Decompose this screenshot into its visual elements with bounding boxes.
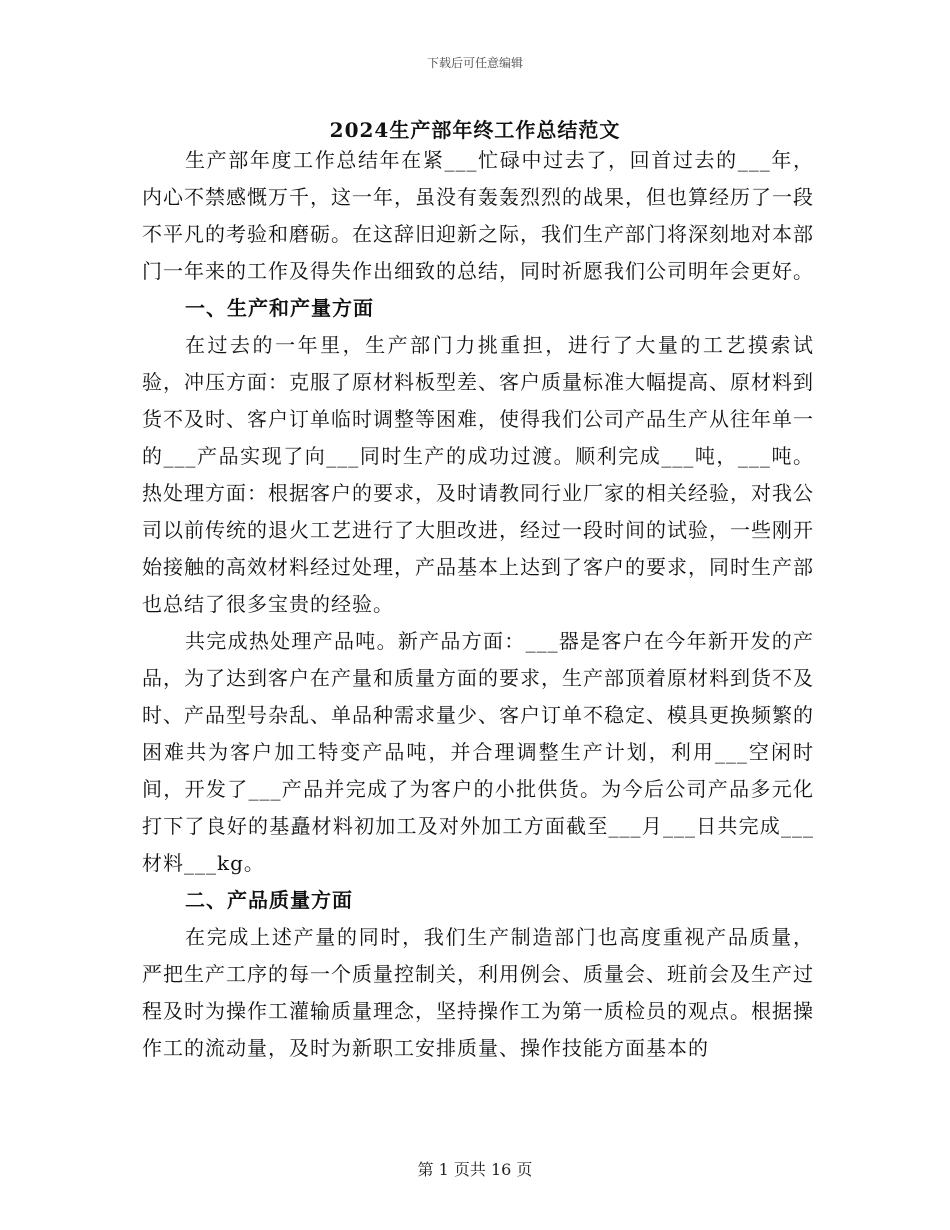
production-paragraph-1: 在过去的一年里，生产部门力挑重担，进行了大量的工艺摸索试验，冲压方面：克服了原材料板型差、客户质量标准大幅提高、原材料到货不及时、客户订单临时调整等困难，使得我们公司产品生产从往年单一的___产品实现了向___同时生产的成功过渡。顺利完成___吨，___吨。热处理方面：根据客户的要求，及时请教同行业厂家的相关经验，对我公司以前传统的退火工艺进行了大胆改进，经过一段时间的试验，一些刚开始接触的高效材料经过处理，产品基本上达到了客户的要求，同时生产部也总结了很多宝贵的经验。 xyxy=(142,333,814,616)
page-number-footer: 第 1 页共 16 页 xyxy=(417,1160,533,1179)
document-body xyxy=(142,142,814,1067)
production-paragraph-2: 共完成热处理产品吨。新产品方面：___器是客户在今年新开发的产品，为了达到客户在产量和质量方面的要求，生产部顶着原材料到货不及时、产品型号杂乱、单品种需求量少、客户订单不稳定、模具更换频繁的困难共为客户加工特变产品吨，并合理调整生产计划，利用___空闲时间，开发了___产品并完成了为客户的小批供货。为今后公司产品多元化打下了良好的基矗材料初加工及对外加工方面截至___月___日共完成___材料___kg。 xyxy=(142,629,814,875)
page-header-note: 下载后可任意编辑 xyxy=(426,56,523,70)
intro-paragraph: 生产部年度工作总结年在紧___忙碌中过去了，回首过去的___年，内心不禁感慨万千，这一年，虽没有轰轰烈烈的战果，但也算经历了一段不平凡的考验和磨砺。在这辞旧迎新之际，我们生产部门将深刻地对本部门一年来的工作及得失作出细致的总结，同时祈愿我们公司明年会更好。 xyxy=(142,148,814,283)
quality-paragraph-1: 在完成上述产量的同时，我们生产制造部门也高度重视产品质量，严把生产工序的每一个质量控制关，利用例会、质量会、班前会及生产过程及时为操作工灌输质量理念，坚持操作工为第一质检员的观点。根据操作工的流动量，及时为新职工安排质量、操作技能方面基本的 xyxy=(142,925,814,1060)
document-title: 2024生产部年终工作总结范文 xyxy=(329,118,621,142)
section-heading-quality: 二、产品质量方面 xyxy=(185,888,353,912)
section-heading-production: 一、生产和产量方面 xyxy=(185,296,374,320)
